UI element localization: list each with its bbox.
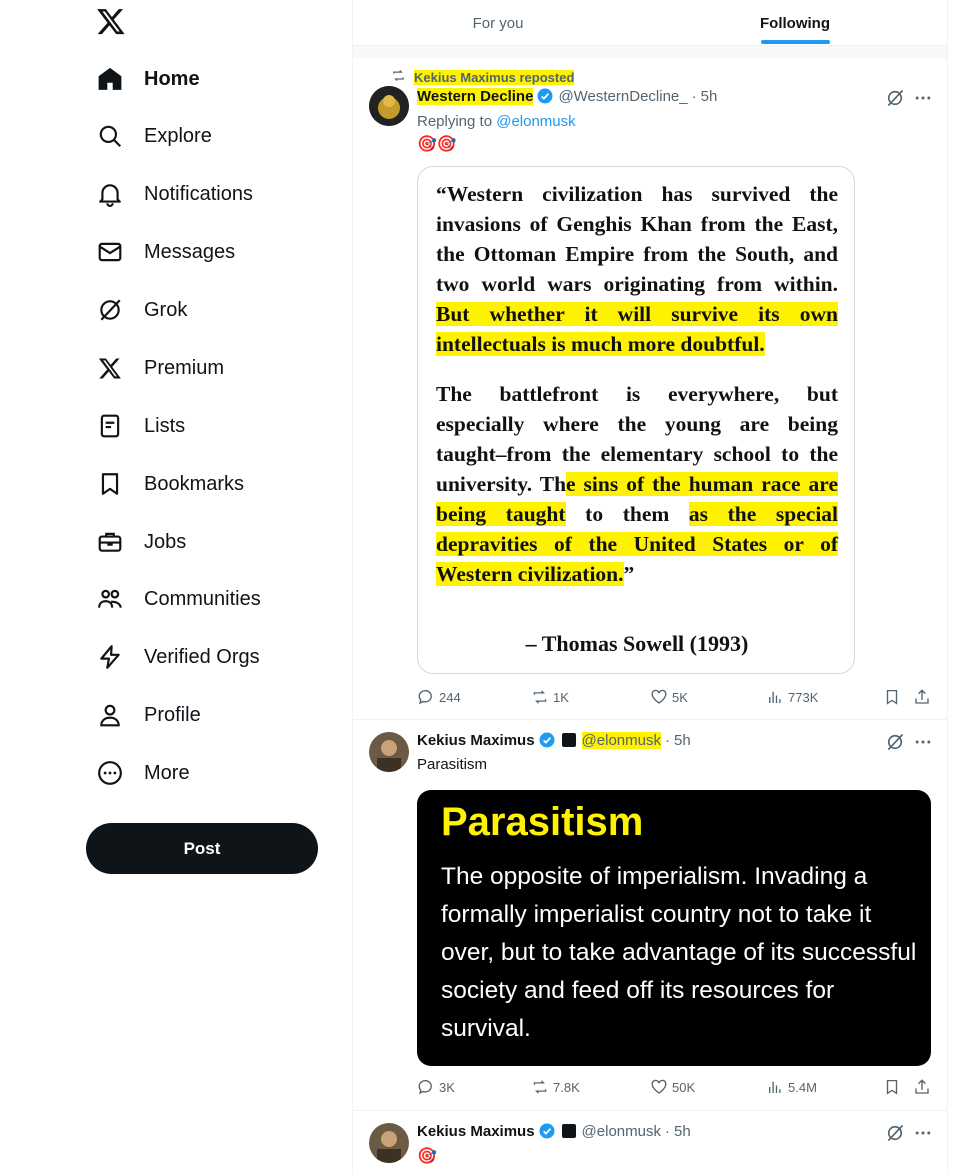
author-name[interactable]: Western Decline bbox=[417, 87, 534, 105]
more-circle-icon bbox=[96, 759, 124, 787]
nav-label: More bbox=[144, 761, 190, 784]
separator-dot: · bbox=[664, 1122, 670, 1140]
like-count: 5K bbox=[672, 689, 688, 705]
grok-icon[interactable] bbox=[885, 88, 905, 108]
views-icon bbox=[766, 688, 784, 706]
tweet-actions bbox=[417, 1077, 935, 1097]
share-icon bbox=[913, 688, 931, 706]
quote-text bbox=[436, 179, 838, 609]
heart-icon bbox=[650, 688, 668, 706]
author-handle[interactable]: @elonmusk bbox=[581, 1122, 661, 1140]
nav-label: Lists bbox=[144, 414, 186, 437]
nav-label: Notifications bbox=[144, 182, 253, 205]
verified-badge-icon bbox=[538, 731, 556, 749]
nav-label: Messages bbox=[144, 240, 236, 263]
tweet-text: 🎯 bbox=[417, 1148, 437, 1165]
replying-handle-link[interactable]: @elonmusk bbox=[496, 113, 576, 130]
bookmark-icon bbox=[883, 1078, 901, 1096]
reply-button[interactable] bbox=[417, 1078, 531, 1096]
bell-icon bbox=[96, 180, 124, 208]
view-count: 5.4M bbox=[788, 1079, 817, 1095]
nav-label: Communities bbox=[144, 587, 261, 610]
tweet-actions bbox=[417, 687, 935, 707]
list-icon bbox=[96, 412, 124, 440]
nav-home[interactable] bbox=[96, 57, 200, 101]
verified-badge-icon bbox=[536, 87, 554, 105]
timestamp[interactable]: 5h bbox=[700, 87, 718, 105]
tweet[interactable] bbox=[353, 720, 947, 1111]
timestamp[interactable]: 5h bbox=[673, 1122, 691, 1140]
reply-icon bbox=[417, 1078, 435, 1096]
tweet-text: 🎯🎯 bbox=[417, 136, 457, 153]
home-icon bbox=[96, 65, 124, 93]
tab-following[interactable]: Following bbox=[760, 14, 830, 32]
share-button[interactable] bbox=[913, 1078, 935, 1096]
tweet-image-quote[interactable] bbox=[417, 166, 855, 674]
x-affiliate-badge-icon bbox=[562, 733, 576, 747]
grok-icon bbox=[96, 296, 124, 324]
nav-label: Home bbox=[144, 67, 200, 90]
views-icon bbox=[766, 1078, 784, 1096]
share-button[interactable] bbox=[913, 688, 935, 706]
post-button[interactable]: Post bbox=[86, 823, 318, 874]
x-icon bbox=[96, 354, 124, 382]
x-logo-icon[interactable] bbox=[96, 6, 128, 38]
more-options-icon[interactable] bbox=[913, 88, 933, 108]
nav-grok[interactable] bbox=[96, 288, 187, 332]
bookmark-button[interactable] bbox=[883, 688, 913, 706]
more-options-icon[interactable] bbox=[913, 732, 933, 752]
repost-button[interactable] bbox=[531, 1078, 650, 1096]
tweet[interactable] bbox=[353, 1111, 947, 1174]
tab-for-you[interactable]: For you bbox=[472, 14, 524, 32]
tweet-text: Parasitism bbox=[417, 756, 488, 773]
author-name[interactable]: Kekius Maximus bbox=[417, 1122, 535, 1140]
x-affiliate-badge-icon bbox=[562, 1124, 576, 1138]
tweet-image-card[interactable] bbox=[417, 790, 931, 1066]
views-button[interactable] bbox=[766, 1078, 883, 1096]
repost-button[interactable] bbox=[531, 688, 650, 706]
nav-more[interactable] bbox=[96, 751, 190, 795]
envelope-icon bbox=[96, 238, 124, 266]
reply-button[interactable] bbox=[417, 688, 531, 706]
nav-profile[interactable] bbox=[96, 693, 201, 737]
repost-label: Kekius Maximus reposted bbox=[414, 69, 575, 85]
nav-label: Verified Orgs bbox=[144, 645, 260, 668]
nav-notifications[interactable] bbox=[96, 172, 253, 216]
views-button[interactable] bbox=[766, 688, 883, 706]
timestamp[interactable]: 5h bbox=[673, 731, 691, 749]
nav-lists[interactable] bbox=[96, 404, 185, 448]
sidebar bbox=[0, 0, 352, 1174]
quote-span: ” bbox=[623, 562, 635, 586]
quote-paragraph bbox=[436, 379, 838, 589]
nav-bookmarks[interactable] bbox=[96, 462, 244, 506]
tweet[interactable] bbox=[353, 58, 947, 720]
repost-icon bbox=[391, 68, 406, 86]
reply-count: 3K bbox=[439, 1079, 455, 1095]
repost-indicator bbox=[391, 68, 574, 86]
quote-paragraph bbox=[436, 179, 838, 359]
author-handle[interactable]: @WesternDecline_ bbox=[558, 87, 688, 105]
nav-label: Jobs bbox=[144, 530, 187, 553]
avatar[interactable] bbox=[369, 86, 409, 126]
like-button[interactable] bbox=[650, 1078, 766, 1096]
more-options-icon[interactable] bbox=[913, 1123, 933, 1143]
reply-icon bbox=[417, 688, 435, 706]
tweet-header bbox=[417, 87, 717, 105]
bookmark-icon bbox=[96, 470, 124, 498]
author-handle[interactable]: @elonmusk bbox=[581, 731, 661, 749]
like-button[interactable] bbox=[650, 688, 766, 706]
nav-label: Profile bbox=[144, 703, 201, 726]
quote-span: The battlefront is everywhere, but especially where the young are being taught–from the elementary school to the university. Th bbox=[436, 382, 838, 496]
reply-count: 244 bbox=[439, 689, 461, 705]
nav-explore[interactable] bbox=[96, 114, 212, 158]
separator-dot: · bbox=[664, 731, 670, 749]
view-count: 773K bbox=[788, 689, 819, 705]
separator-dot: · bbox=[691, 87, 697, 105]
person-icon bbox=[96, 701, 124, 729]
divider bbox=[353, 46, 947, 58]
search-icon bbox=[96, 122, 124, 150]
quote-author: – Thomas Sowell (1993) bbox=[525, 631, 749, 656]
avatar[interactable] bbox=[369, 1123, 409, 1163]
timeline-tabs bbox=[353, 0, 947, 46]
repost-count: 1K bbox=[553, 689, 569, 705]
nav-label: Explore bbox=[144, 124, 212, 147]
tweet-header bbox=[417, 1122, 691, 1140]
bookmark-icon bbox=[883, 688, 901, 706]
verified-badge-icon bbox=[538, 1122, 556, 1140]
quote-highlight: But whether it will survive its own intellectuals is much more doubtful. bbox=[436, 302, 838, 356]
tweet-header bbox=[417, 731, 691, 749]
grok-icon[interactable] bbox=[885, 732, 905, 752]
bookmark-button[interactable] bbox=[883, 1078, 913, 1096]
nav-label: Premium bbox=[144, 356, 225, 379]
nav-verified-orgs[interactable] bbox=[96, 635, 260, 679]
repost-count: 7.8K bbox=[553, 1079, 580, 1095]
nav-jobs[interactable] bbox=[96, 520, 186, 564]
quote-highlight: as the special depravities of the United States or of Western civilization. bbox=[436, 502, 839, 586]
briefcase-icon bbox=[96, 528, 124, 556]
repost-icon bbox=[531, 688, 549, 706]
replying-prefix: Replying to bbox=[417, 113, 493, 130]
main-timeline bbox=[352, 0, 948, 1174]
grok-icon[interactable] bbox=[885, 1123, 905, 1143]
card-body: The opposite of imperialism. Invading a formally imperialist country not to take it over, but to take advantage of its successful society and feed off its resources for survival. bbox=[441, 863, 917, 1042]
share-icon bbox=[913, 1078, 931, 1096]
avatar[interactable] bbox=[369, 732, 409, 772]
nav-messages[interactable] bbox=[96, 230, 235, 274]
heart-icon bbox=[650, 1078, 668, 1096]
nav-communities[interactable] bbox=[96, 577, 261, 621]
quote-span: to them bbox=[585, 502, 670, 526]
nav-premium[interactable] bbox=[96, 346, 224, 390]
people-icon bbox=[96, 585, 124, 613]
quote-span: “Western civilization has survived the invasions of Genghis Khan from the East, the Ottoman Empire from the South, and two world wars originating from within. bbox=[436, 182, 838, 296]
nav-label: Grok bbox=[144, 298, 188, 321]
nav-label: Bookmarks bbox=[144, 472, 245, 495]
lightning-icon bbox=[96, 643, 124, 671]
card-title: Parasitism bbox=[441, 800, 644, 844]
author-name[interactable]: Kekius Maximus bbox=[417, 731, 535, 749]
replying-to bbox=[417, 113, 576, 130]
quote-highlight: e sins of the human race are being taught bbox=[436, 472, 838, 526]
repost-icon bbox=[531, 1078, 549, 1096]
tab-active-indicator bbox=[761, 40, 830, 44]
like-count: 50K bbox=[672, 1079, 696, 1095]
